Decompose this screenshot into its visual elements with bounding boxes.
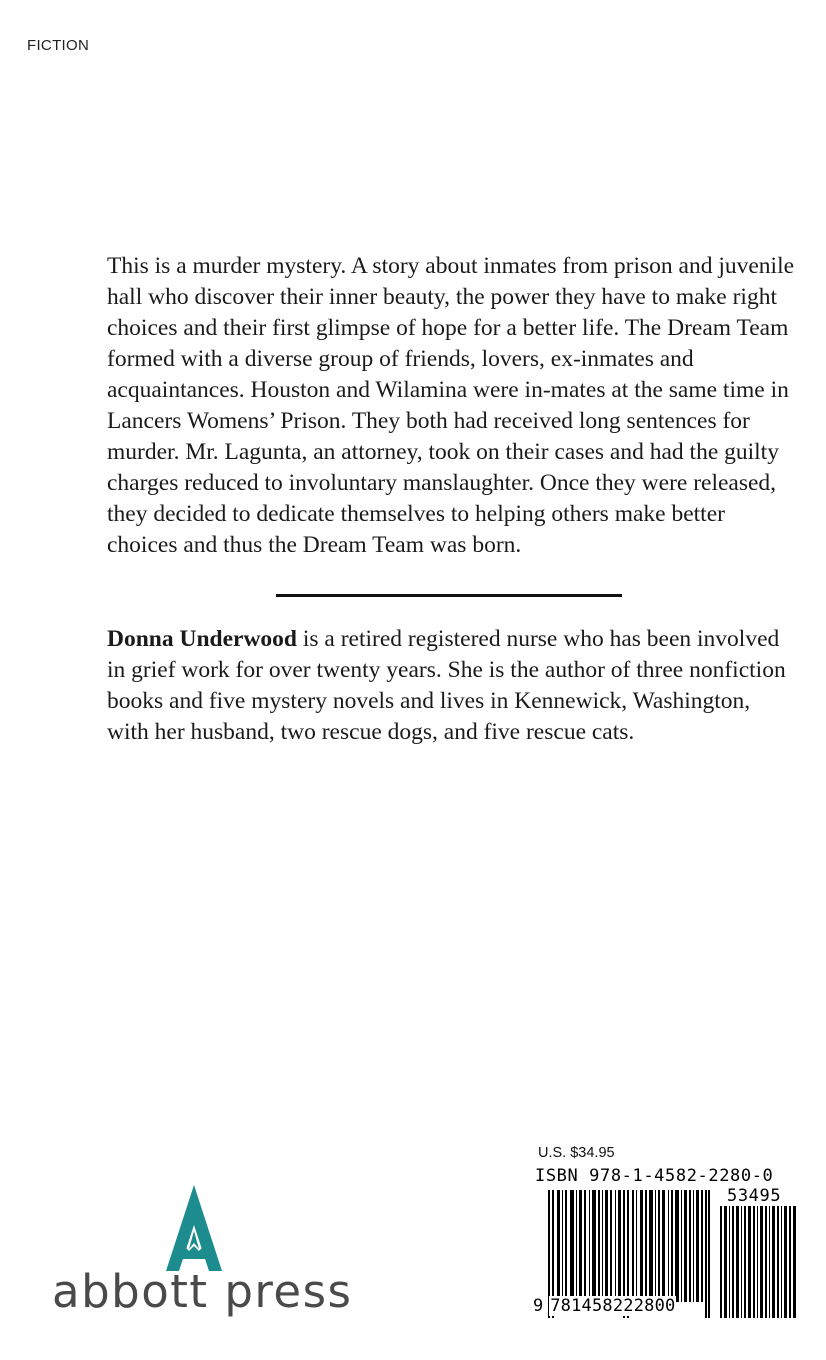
price-supplement-barcode xyxy=(720,1206,796,1318)
ean-first-digit: 9 xyxy=(533,1296,544,1316)
synopsis-text: This is a murder mystery. A story about inmates from prison and juvenile hall who discover their inner beauty, the power they have to make right choices and their first glimpse of hope for a better life. The Dream Team formed with a diverse group of friends, lovers, ex-inmates and acquaintances. Houston and Wilamina were in-mates at the same time in Lancers Womens’ Prison. They both had received long sentences for murder. Mr. Lagunta, an attorney, took on their cases and had the guilty charges reduced to involuntary manslaughter. Once they were released, they decided to dedicate themselves to helping others make better choices and thus the Dream Team was born. xyxy=(107,253,795,558)
genre-label: FICTION xyxy=(27,37,90,54)
price-label: U.S. $34.95 xyxy=(538,1145,615,1161)
mountain-a-icon xyxy=(166,1185,222,1271)
section-divider xyxy=(276,594,622,597)
author-bio-text: is a retired registered nurse who has been involved in grief work for over twenty years. She is the author of three nonfiction books and five mystery novels and lives in Kennewick, Washington, with her husband, two rescue dogs, and five rescue cats. xyxy=(107,626,786,745)
supplement-code: 53495 xyxy=(727,1186,782,1206)
author-name: Donna Underwood xyxy=(107,626,297,652)
ean-digits xyxy=(533,1296,676,1316)
publisher-name: abbott press xyxy=(52,1265,353,1318)
publisher-logo xyxy=(52,1185,353,1325)
author-bio xyxy=(107,624,797,748)
isbn-label: ISBN 978-1-4582-2280-0 xyxy=(535,1166,774,1186)
ean-rest-digits: 781458222800 xyxy=(550,1296,676,1316)
